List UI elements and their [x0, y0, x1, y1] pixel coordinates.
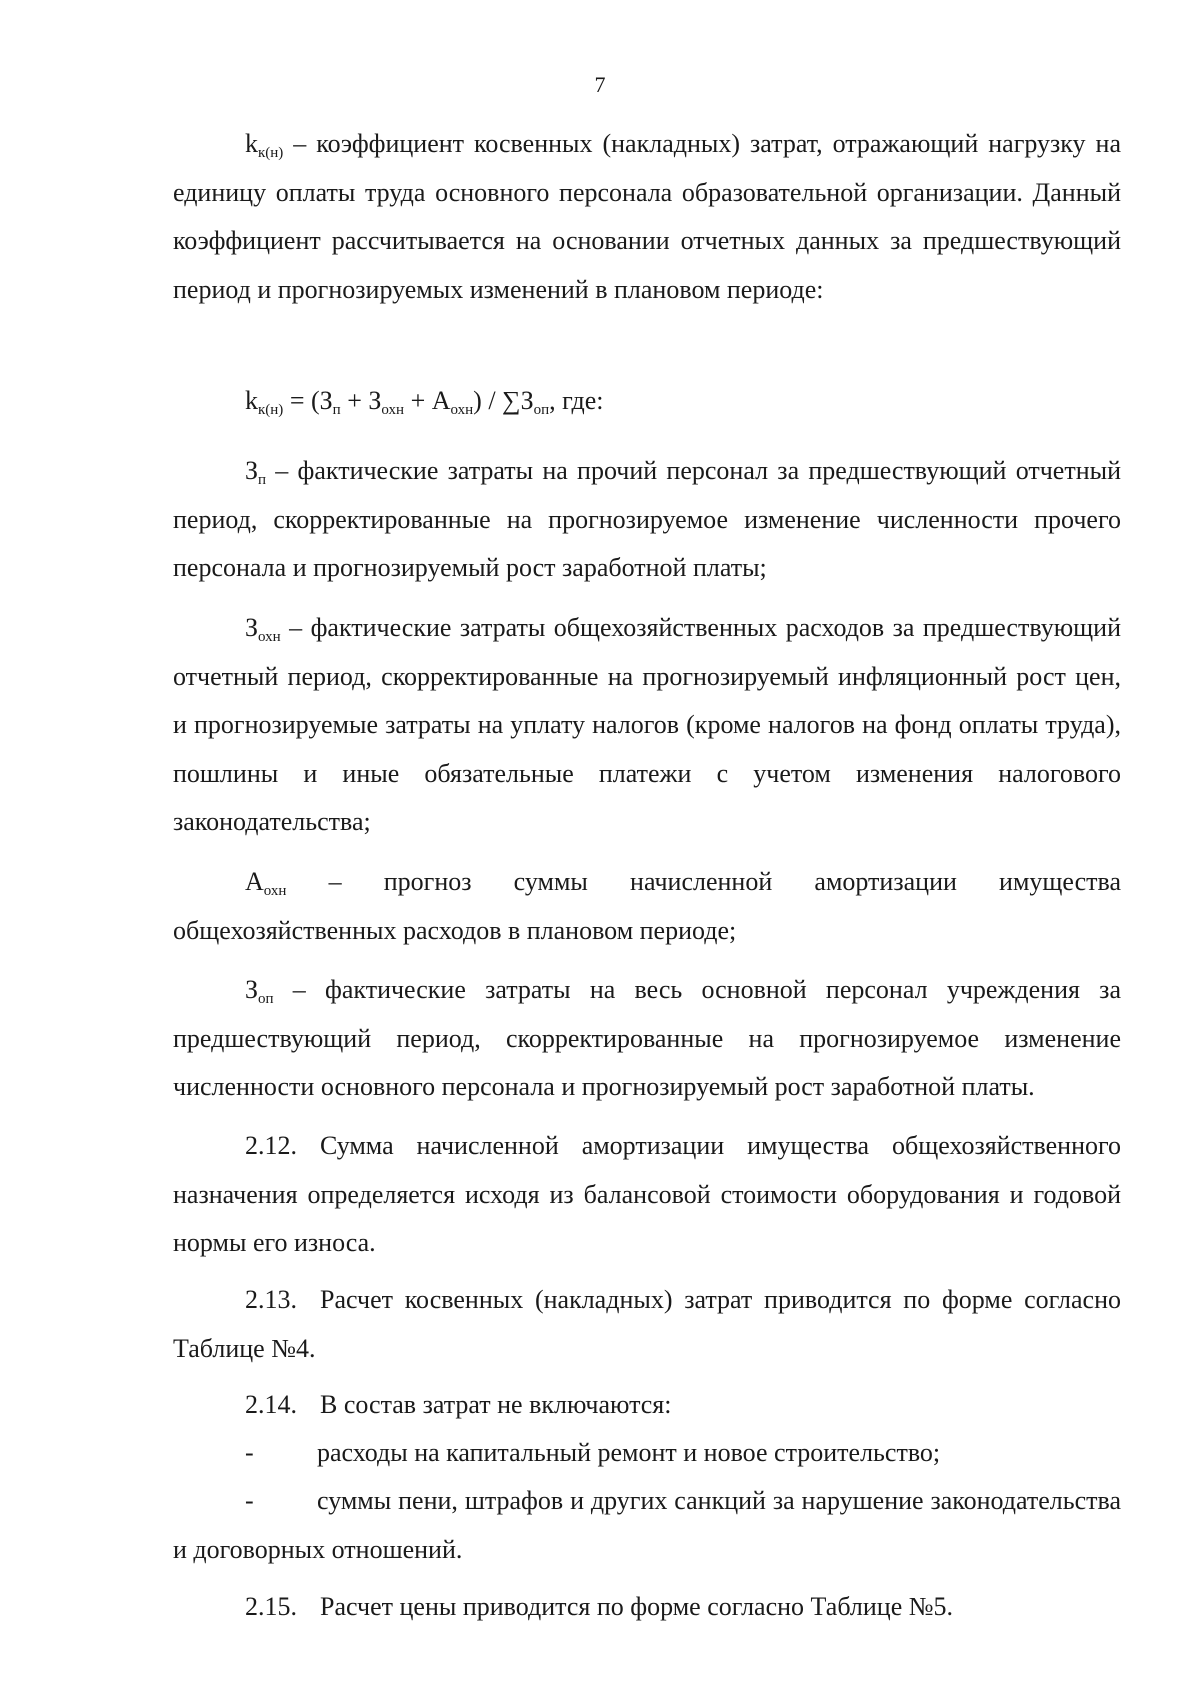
formula-part: k — [245, 386, 258, 415]
paragraph-2-14 — [173, 1381, 1121, 1430]
paragraph-zop-definition — [173, 966, 1121, 1112]
formula-subscript: п — [332, 402, 341, 418]
list-item-text: суммы пени, штрафов и других санкций за нарушение законодательства и договорных отношений. — [173, 1486, 1121, 1564]
list-item-text: расходы на капитальный ремонт и новое строительство; — [317, 1438, 941, 1467]
paragraph-text: В состав затрат не включаются: — [320, 1390, 672, 1419]
section-number: 2.12. — [245, 1131, 297, 1160]
symbol-subscript: охн — [263, 883, 287, 899]
paragraph-text: – коэффициент косвенных (накладных) затрат, отражающий нагрузку на единицу оплаты труда основного персонала образовательной организации. Данный коэффициент рассчитывается на основании отчетных данных за предшествующий период и прогнозируемых изменений в плановом периоде: — [173, 129, 1121, 304]
paragraph-text: – фактические затраты на прочий персонал за предшествующий отчетный период, скорректированные на прогнозируемое изменение численности прочего персонала и прогнозируемый рост заработной платы; — [173, 456, 1121, 582]
paragraph-coefficient-definition — [173, 120, 1121, 314]
formula-part: , где: — [549, 386, 604, 415]
symbol: k — [245, 129, 258, 158]
paragraph-2-12 — [173, 1122, 1121, 1268]
symbol-subscript: п — [258, 472, 267, 488]
list-dash: - — [245, 1438, 254, 1467]
paragraph-text: – фактические затраты общехозяйственных расходов за предшествующий отчетный период, скорректированные на прогнозируемый инфляционный рост цен, и прогнозируемые затраты на уплату налогов (кроме налогов на фонд оплаты труда), пошлины и иные обязательные платежи с учетом изменения налогового законодательства; — [173, 613, 1121, 836]
paragraph-2-15 — [173, 1583, 1121, 1632]
paragraph-text: Расчет цены приводится по форме согласно Таблице №5. — [320, 1592, 954, 1621]
list-item — [173, 1429, 1121, 1478]
symbol: А — [245, 867, 264, 896]
formula-subscript: к(н) — [258, 402, 284, 418]
formula-subscript: охн — [381, 402, 405, 418]
paragraph-text: – фактические затраты на весь основной персонал учреждения за предшествующий период, скорректированные на прогнозируемое изменение численности основного персонала и прогнозируемый рост заработной платы. — [173, 975, 1121, 1101]
paragraph-text: Расчет косвенных (накладных) затрат приводится по форме согласно Таблице №4. — [173, 1285, 1121, 1363]
formula-part: + З — [340, 386, 382, 415]
paragraph-text: – прогноз суммы начисленной амортизации имущества общехозяйственных расходов в плановом периоде; — [173, 867, 1121, 945]
paragraph-aohn-definition — [173, 858, 1121, 955]
formula — [245, 381, 604, 421]
formula-subscript: охн — [450, 402, 474, 418]
section-number: 2.14. — [245, 1390, 297, 1419]
page-number: 7 — [594, 72, 606, 97]
list-item — [173, 1477, 1121, 1574]
formula-part: = (З — [283, 386, 333, 415]
symbol-subscript: оп — [258, 991, 274, 1007]
list-dash: - — [245, 1486, 254, 1515]
symbol: З — [245, 613, 259, 642]
section-number: 2.13. — [245, 1285, 297, 1314]
section-number: 2.15. — [245, 1592, 297, 1621]
symbol: З — [245, 456, 259, 485]
formula-part: + А — [404, 386, 451, 415]
paragraph-2-13 — [173, 1276, 1121, 1373]
paragraph-zp-definition — [173, 447, 1121, 593]
formula-part: ) / ∑З — [473, 386, 534, 415]
paragraph-text: Сумма начисленной амортизации имущества общехозяйственного назначения определяется исходя из балансовой стоимости оборудования и годовой нормы его износа. — [173, 1131, 1121, 1257]
symbol-subscript: охн — [258, 629, 281, 645]
symbol-subscript: к(н) — [258, 145, 284, 161]
paragraph-zohn-definition — [173, 604, 1121, 847]
formula-subscript: оп — [533, 402, 550, 418]
symbol: З — [245, 975, 259, 1004]
